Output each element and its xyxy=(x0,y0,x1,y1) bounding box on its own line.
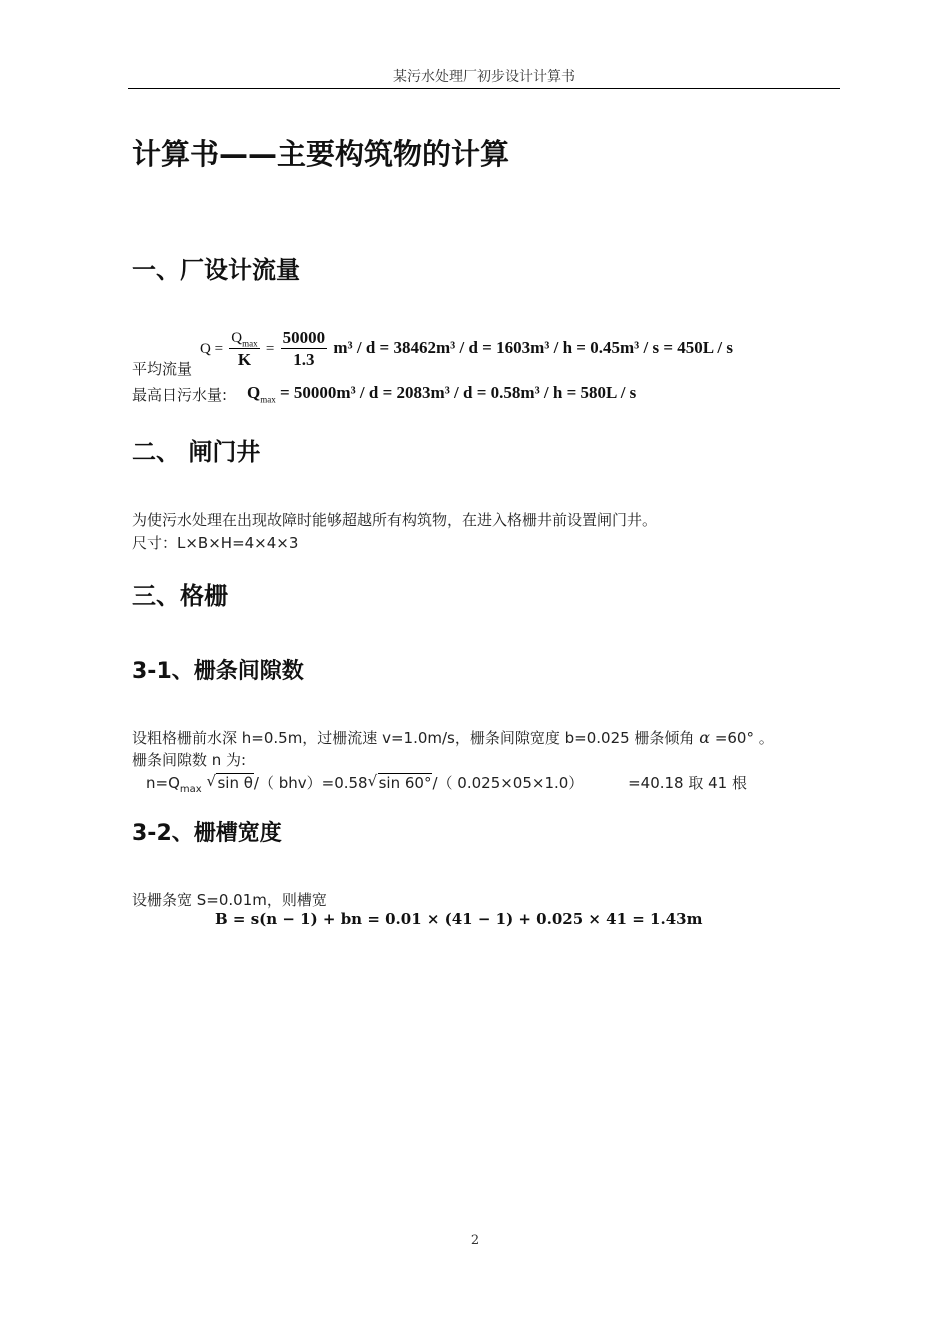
section-3-heading: 三、格栅 xyxy=(132,582,228,610)
section-2-heading: 二、 闸门井 xyxy=(132,438,261,466)
sqrt-sin-theta: √ sin θ xyxy=(206,772,253,792)
max-flow-label: 最高日污水量: xyxy=(132,386,228,404)
trough-width-formula: B = s(n − 1) + bn = 0.01 × (41 − 1) + 0.025 × 41 = 1.43m xyxy=(215,910,703,928)
subsection-3-1-heading: 3-1、栅条间隙数 xyxy=(132,659,304,684)
avg-frac1-den: K xyxy=(237,350,252,369)
page-number: 2 xyxy=(470,1233,480,1248)
max-flow-rest: = 50000m³ / d = 2083m³ / d = 0.58m³ / h = 580L / s xyxy=(279,383,637,402)
formula-n-q: n=Q xyxy=(146,774,180,792)
screen-params-text: 设粗格栅前水深 h=0.5m，过栅流速 v=1.0m/s，栅条间隙宽度 b=0.025 栅条倾角 xyxy=(132,729,695,747)
alpha-symbol: α xyxy=(699,728,711,747)
formula-q-sub: max xyxy=(179,784,202,795)
formula-bhv: /（ bhv）=0.58 xyxy=(253,774,368,792)
gap-count-formula xyxy=(146,772,747,795)
avg-fraction-1 xyxy=(229,327,259,371)
bar-width-line: 设栅条宽 S=0.01m，则槽宽 xyxy=(132,891,327,909)
avg-eq-sign: = xyxy=(265,340,275,357)
screen-params-line xyxy=(132,727,774,748)
avg-frac1-num: Q xyxy=(231,330,243,346)
page-header-title: 某污水处理厂初步设计计算书 xyxy=(393,69,575,85)
header-rule xyxy=(128,88,840,89)
gate-well-description: 为使污水处理在出现故障时能够超越所有构筑物，在进入格栅井前设置闸门井。 xyxy=(132,511,658,529)
max-flow-formula xyxy=(247,383,636,403)
section-1-heading: 一、厂设计流量 xyxy=(132,256,300,284)
gap-count-label: 栅条间隙数 n 为: xyxy=(132,751,247,769)
avg-frac2-den: 1.3 xyxy=(293,349,315,369)
avg-frac1-sub: max xyxy=(242,338,258,349)
sqrt-sin-theta-body: sin θ xyxy=(217,774,253,792)
max-q-symbol: Q xyxy=(247,383,261,402)
gate-well-dimensions: 尺寸：L×B×H=4×4×3 xyxy=(132,534,299,552)
formula-result: =40.18 取 41 根 xyxy=(628,774,747,792)
angle-value: =60° 。 xyxy=(714,729,774,747)
subsection-3-2-heading: 3-2、栅槽宽度 xyxy=(132,821,282,846)
sqrt-sin-60-body: sin 60° xyxy=(378,774,432,792)
avg-q-symbol: Q = xyxy=(200,340,224,357)
avg-flow-formula xyxy=(200,327,733,371)
document-title: 计算书——主要构筑物的计算 xyxy=(132,137,510,171)
max-q-sub: max xyxy=(260,394,276,405)
formula-denominator: /（ 0.025×05×1.0） xyxy=(432,774,584,792)
avg-flow-rest: m³ / d = 38462m³ / d = 1603m³ / h = 0.45m³ / s = 450L / s xyxy=(333,337,734,357)
avg-frac2-num: 50000 xyxy=(282,327,326,347)
avg-flow-label: 平均流量 xyxy=(132,360,193,378)
sqrt-sin-60: √ sin 60° xyxy=(367,772,432,792)
avg-fraction-2 xyxy=(281,328,328,371)
